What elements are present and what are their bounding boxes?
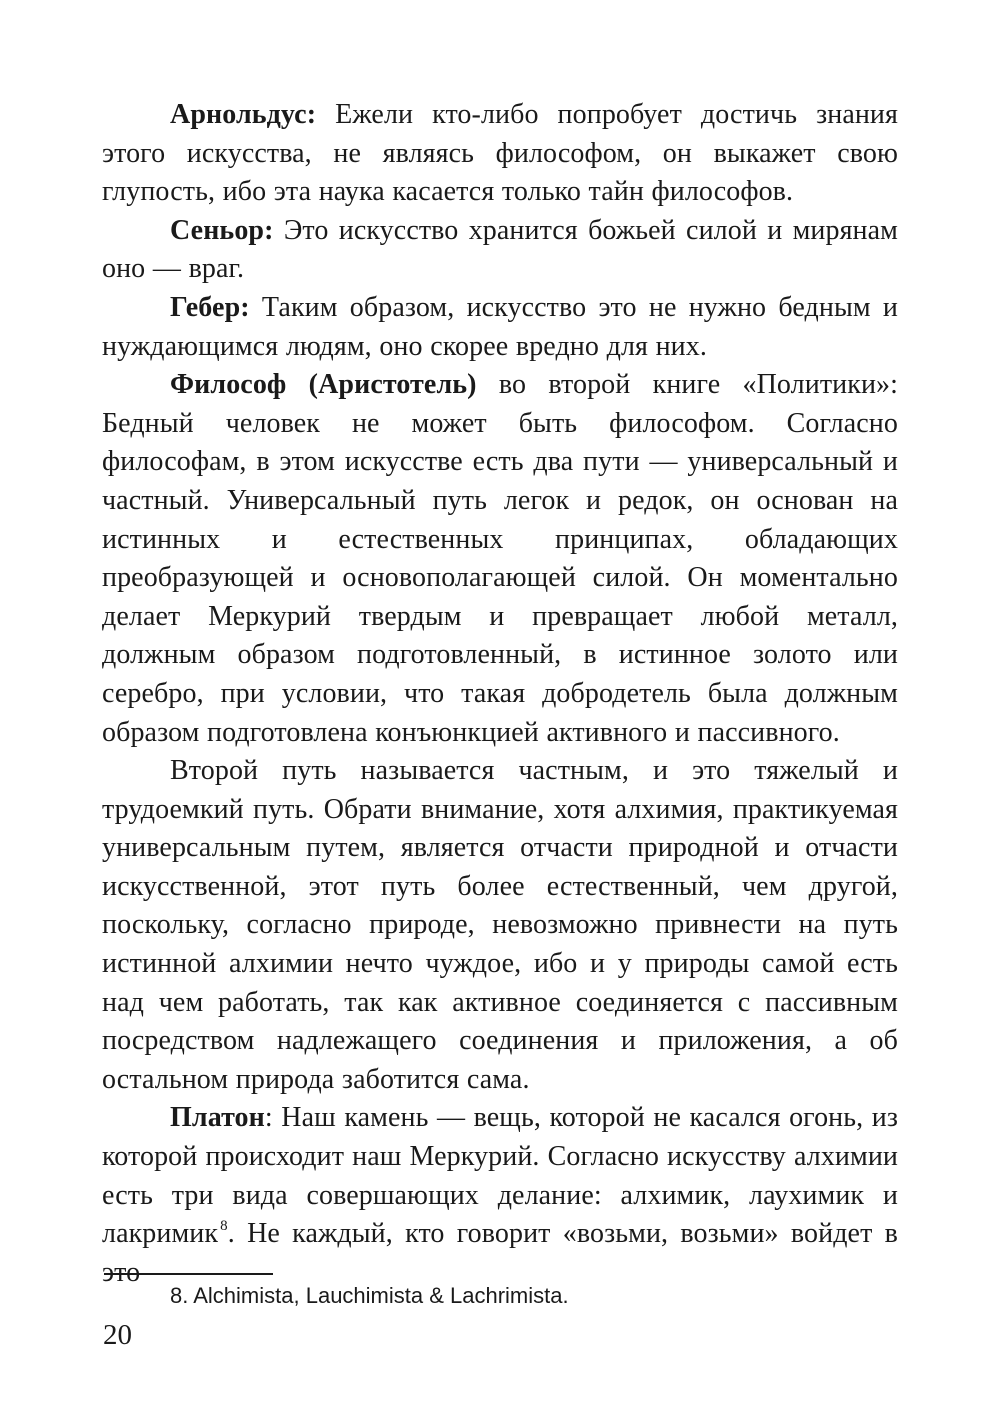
paragraph-text: Ежели кто-либо попробует достичь знания этого искусства, не являясь философом, он выкажет свою глупость, ибо эта наука касается только тайн философов. bbox=[102, 99, 898, 208]
paragraph-philosopher bbox=[102, 366, 898, 752]
footnote-divider bbox=[104, 1273, 273, 1275]
paragraph-text: во второй книге «Политики»: Бедный человек не может быть философом. Согласно философам, в этом искусстве есть два пути — универсальный и частный. Универсальный путь легок и редок, он основан на истинных и естественных принципах, обладающих преобразующей и основополагающей силой. Он моментально делает Меркурий твердым и превращает любой металл, должным образом подготовленный, в истинное золото или серебро, при условии, что такая добродетель была должным образом подготовлена конъюнкцией активного и пассивного. bbox=[102, 369, 899, 748]
page-number: 20 bbox=[103, 1319, 132, 1351]
paragraph-text: Это искусство хранится божьей силой и мирянам оно — враг. bbox=[102, 214, 898, 285]
paragraph-text-continued: . Не каждый, кто говорит «возьми, возьми» войдет в это bbox=[102, 1218, 898, 1288]
speaker-name: Философ (Аристотель) bbox=[170, 369, 477, 401]
paragraph-arnoldus bbox=[102, 96, 898, 212]
speaker-name: Арнольдус: bbox=[170, 99, 317, 130]
paragraph-text: Второй путь называется частным, и это тяжелый и трудоемкий путь. Обрати внимание, хотя алхимия, практикуемая универсальным путем, является отчасти природной и отчасти искусственной, этот путь более естественный, чем другой, поскольку, согласно природе, невозможно привнести на путь истинной алхимии нечто чуждое, ибо и у природы самой есть над чем работать, так как активное соединяется с пассивным посредством надлежащего соединения и приложения, а об остальном природа заботится сама. bbox=[102, 755, 898, 1095]
footnote-8: 8. Alchimista, Lauchimista & Lachrimista. bbox=[170, 1283, 569, 1308]
paragraph-plato bbox=[102, 1099, 898, 1292]
paragraph-geber bbox=[102, 289, 898, 366]
speaker-name: Сеньор: bbox=[170, 214, 274, 246]
paragraph-second-way bbox=[102, 752, 898, 1099]
footnote-reference: 8 bbox=[220, 1218, 228, 1235]
speaker-name: Гебер: bbox=[170, 291, 250, 323]
paragraph-text: Таким образом, искусство это не нужно бедным и нуждающимся людям, оно скорее вредно для них. bbox=[102, 291, 898, 362]
paragraph-text: : Наш камень — вещь, которой не касался огонь, из которой происходит наш Меркурий. Согласно искусству алхимии есть три вида совершающих делание: алхимик, лаухимик и лакримик bbox=[102, 1102, 898, 1250]
paragraph-senior bbox=[102, 212, 898, 289]
speaker-name: Платон bbox=[170, 1102, 265, 1134]
main-text bbox=[102, 96, 898, 1292]
